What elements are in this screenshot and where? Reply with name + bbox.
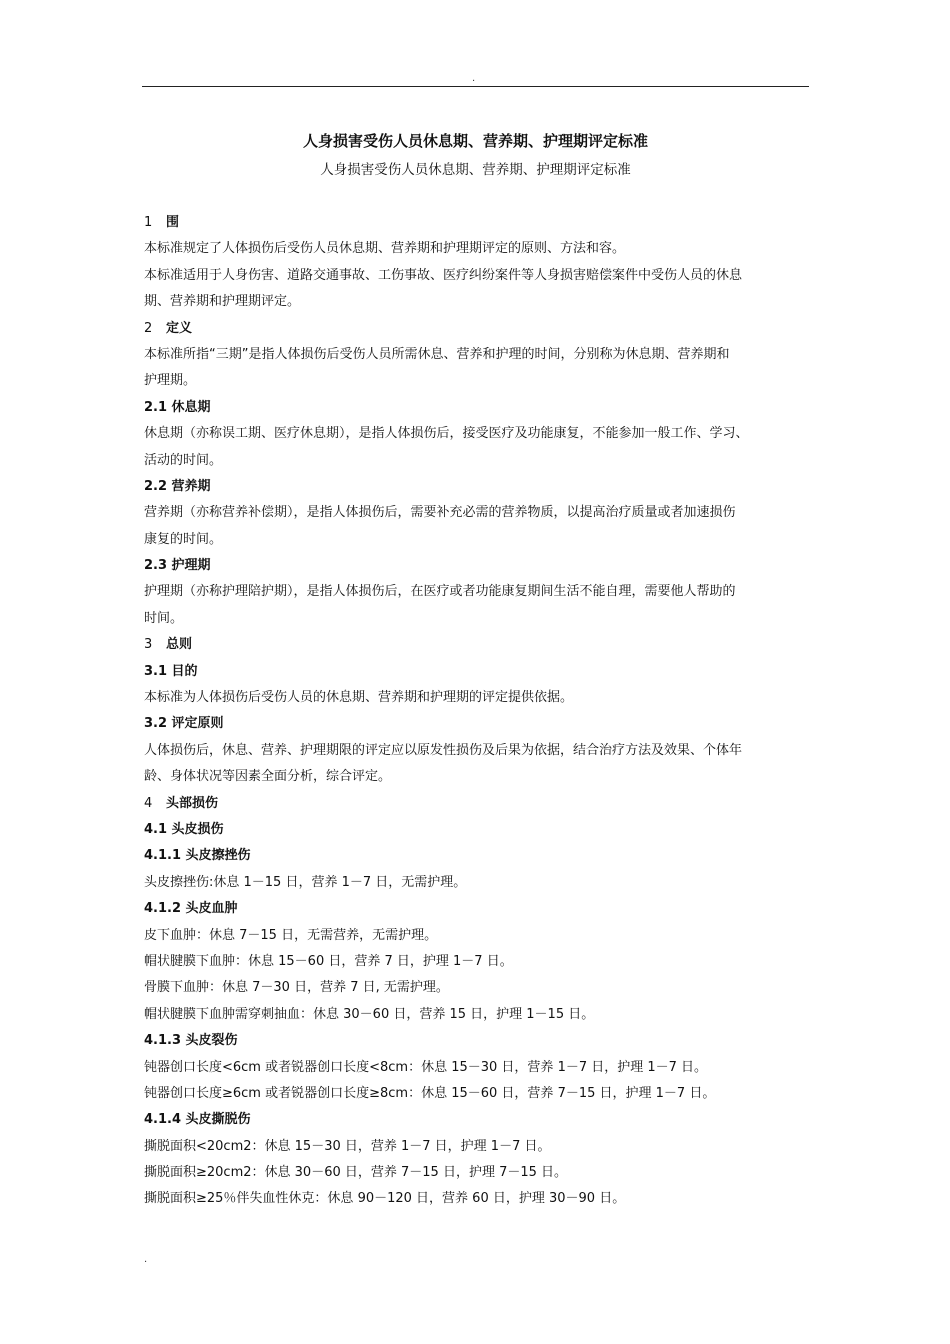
subsection-heading: 4.1.1 头皮擦挫伤 — [144, 848, 251, 864]
paragraph-line: 时间。 — [144, 610, 184, 626]
section-heading — [144, 632, 810, 658]
paragraph-line: 护理期。 — [144, 373, 197, 389]
header-dot: . — [472, 73, 476, 84]
paragraph-line: 皮下血肿：休息 7－15 日，无需营养，无需护理。 — [144, 927, 438, 943]
paragraph-line: 本标准为人体损伤后受伤人员的休息期、营养期和护理期的评定提供依据。 — [144, 690, 574, 706]
subsection-heading: 2.1 休息期 — [144, 399, 211, 415]
paragraph-line: 活动的时间。 — [144, 452, 223, 468]
subsection-heading: 3.2 评定原则 — [144, 716, 224, 732]
section-number: 1 — [144, 215, 153, 230]
subsection-heading: 4.1.2 头皮血肿 — [144, 901, 238, 917]
paragraph-line: 康复的时间。 — [144, 531, 223, 547]
subsection-heading: 2.3 护理期 — [144, 558, 211, 574]
paragraph-line: 帽状腱膜下血肿：休息 15－60 日，营养 7 日，护理 1－7 日。 — [144, 953, 513, 969]
subsection-heading: 3.1 目的 — [144, 663, 198, 679]
paragraph-line: 撕脱面积≥25％伴失血性休克：休息 90－120 日，营养 60 日，护理 30－90 日。 — [144, 1191, 626, 1207]
header-rule — [142, 86, 809, 87]
paragraph-line: 本标准规定了人体损伤后受伤人员休息期、营养期和护理期评定的原则、方法和容。 — [144, 241, 626, 257]
paragraph-line: 护理期（亦称护理陪护期），是指人体损伤后，在医疗或者功能康复期间生活不能自理，需要他人帮助的 — [144, 584, 736, 600]
subsection-heading: 4.1.3 头皮裂伤 — [144, 1033, 238, 1049]
paragraph-line: 本标准所指“三期”是指人体损伤后受伤人员所需休息、营养和护理的时间，分别称为休息期、营养期和 — [144, 346, 730, 362]
section-number: 2 — [144, 320, 153, 336]
section-heading — [144, 316, 810, 342]
paragraph-line: 撕脱面积≥20cm2：休息 30－60 日，营养 7－15 日，护理 7－15 日。 — [144, 1165, 568, 1181]
section-heading — [144, 791, 810, 817]
paragraph-line: 营养期（亦称营养补偿期），是指人体损伤后，需要补充必需的营养物质，以提高治疗质量或者加速损伤 — [144, 505, 736, 521]
subsection-heading: 4.1.4 头皮撕脱伤 — [144, 1112, 251, 1128]
paragraph-line: 本标准适用于人身伤害、道路交通事故、工伤事故、医疗纠纷案件等人身损害赔偿案件中受伤人员的休息 — [144, 267, 743, 283]
document-title: 人身损害受伤人员休息期、营养期、护理期评定标准 — [302, 132, 648, 150]
section-title: 围 — [166, 215, 180, 230]
paragraph-line: 钝器创口长度<6cm 或者锐器创口长度<8cm：休息 15－30 日，营养 1－7 日，护理 1－7 日。 — [144, 1059, 708, 1075]
section-number: 4 — [144, 795, 153, 811]
paragraph-line: 头皮擦挫伤:休息 1－15 日，营养 1－7 日，无需护理。 — [144, 874, 467, 890]
footer-dot: . — [144, 1254, 148, 1265]
section-title: 总则 — [166, 637, 193, 653]
document-subtitle: 人身损害受伤人员休息期、营养期、护理期评定标准 — [320, 162, 631, 178]
paragraph-line: 龄、身体状况等因素全面分析，综合评定。 — [144, 769, 392, 785]
paragraph-line: 期、营养期和护理期评定。 — [144, 294, 301, 310]
paragraph-line: 人体损伤后，休息、营养、护理期限的评定应以原发性损伤及后果为依据，结合治疗方法及效果、个体年 — [144, 742, 743, 758]
paragraph-line: 骨膜下血肿：休息 7－30 日，营养 7 日, 无需护理。 — [144, 980, 449, 996]
section-number: 3 — [144, 637, 153, 653]
paragraph-line: 帽状腱膜下血肿需穿刺抽血：休息 30－60 日，营养 15 日，护理 1－15 日。 — [144, 1006, 595, 1022]
section-heading — [144, 210, 810, 236]
paragraph-line: 钝器创口长度≥6cm 或者锐器创口长度≥8cm：休息 15－60 日，营养 7－15 日，护理 1－7 日。 — [144, 1085, 716, 1101]
subsection-heading: 4.1 头皮损伤 — [144, 821, 224, 837]
subsection-heading: 2.2 营养期 — [144, 478, 211, 494]
section-title: 头部损伤 — [166, 795, 219, 811]
paragraph-line: 休息期（亦称误工期、医疗休息期），是指人体损伤后，接受医疗及功能康复，不能参加一般工作、学习、 — [144, 426, 749, 442]
document-body — [144, 210, 810, 1213]
paragraph-line: 撕脱面积<20cm2：休息 15－30 日，营养 1－7 日，护理 1－7 日。 — [144, 1138, 551, 1154]
section-title: 定义 — [166, 320, 193, 336]
